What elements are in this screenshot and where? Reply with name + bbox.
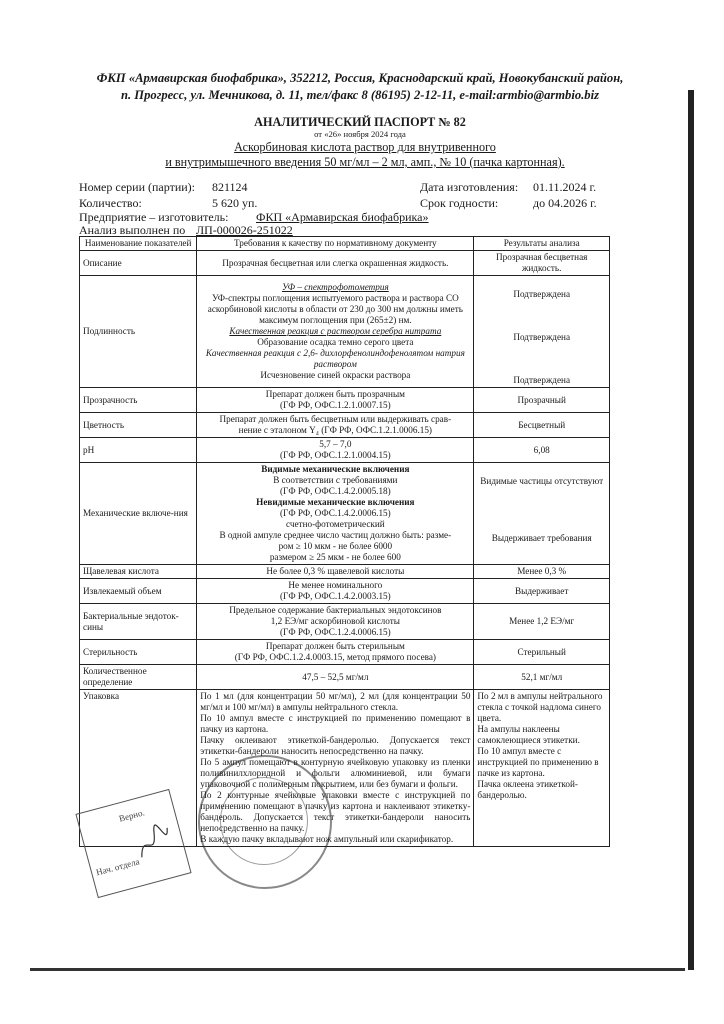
req-line: Препарат должен быть прозрачным — [265, 389, 405, 399]
table-row — [80, 640, 610, 665]
round-seal — [198, 755, 332, 889]
pack-paragraph: По 2 контурные ячейковые упаковки вместе с инструкцией по применению помещают в пачку из картона и наклеивают этикетку- бандероль. Допускается текст этикетки-бандероли наносить непосредственно на пачку. — [200, 790, 471, 833]
visible-ref: (ГФ РФ, ОФС.1.4.2.0005.18) — [279, 486, 391, 496]
result-visible: Видимые частицы отсутствуют — [480, 476, 604, 486]
table-row — [80, 565, 610, 579]
result-dcp: Подтверждена — [513, 375, 571, 385]
pack-result: По 10 ампул вместе с инструкцией по применению в пачке из картона. — [477, 746, 599, 778]
row-result: Прозрачная бесцветная жидкость. — [474, 251, 610, 276]
analysis-value: ЛП-000026-251022 — [196, 223, 293, 237]
pack-result: По 2 мл в ампулы нейтрального стекла с точкой надлома синего цвета. — [477, 691, 603, 723]
row-result: Прозрачный — [474, 388, 610, 413]
expiry-label: Срок годности: — [420, 196, 499, 210]
req-line: (ГФ РФ, ОФС.1.2.1.0004.15) — [279, 450, 391, 460]
row-name: Описание — [80, 251, 197, 276]
header-name: Наименование показателей — [80, 237, 197, 251]
req-line: 1,2 ЕЭ/мг аскорбиновой кислоты — [270, 616, 400, 626]
row-requirement — [197, 463, 474, 565]
product-line-2: и внутримышечного введения 50 мг/мл – 2 мл, амп., № 10 (пачка картонная). — [165, 155, 565, 169]
row-name: Щавелевая кислота — [80, 565, 197, 579]
row-requirement — [197, 438, 474, 463]
row-name: Количественное определение — [80, 665, 197, 690]
row-requirement — [197, 640, 474, 665]
uf-title: УФ – спектрофотометрия — [281, 282, 389, 292]
table-row — [80, 413, 610, 438]
analysis-label: Анализ выполнен по — [79, 223, 186, 237]
letterhead — [60, 70, 660, 104]
method: счетно-фотометрический — [285, 519, 385, 529]
row-result: Бесцветный — [474, 413, 610, 438]
row-requirement: Не более 0,3 % щавелевой кислоты — [197, 565, 474, 579]
row-name: Бактериальные эндоток-сины — [80, 604, 197, 640]
req-line: нение с эталоном Y₄ (ГФ РФ, ОФС.1.2.1.0006.15) — [238, 425, 432, 435]
quantity-label: Количество: — [79, 196, 142, 210]
uf-text: УФ-спектры поглощения испытуемого раствора и раствора СО аскорбиновой кислоты в области от 230 до 300 нм должны иметь максимум поглощения при (265±2) нм. — [207, 293, 463, 325]
table-header-row — [80, 237, 610, 251]
size-25: размером ≥ 25 мкм - не более 600 — [269, 552, 401, 562]
result-invisible: Выдерживает требования — [491, 533, 592, 543]
row-name: Механические включе-ния — [80, 463, 197, 565]
document-date: от «26» ноября 2024 года — [314, 129, 406, 139]
letterhead-line-2: п. Прогресс, ул. Мечникова, д. 11, тел/факс 8 (86195) 2-12-11, e-mail:armbio@armbio.biz — [121, 88, 599, 102]
table-row — [80, 251, 610, 276]
pack-paragraph: По 10 ампул вместе с инструкцией по применению помещают в пачку из картона. — [200, 713, 471, 734]
row-requirement — [197, 413, 474, 438]
row-name: Прозрачность — [80, 388, 197, 413]
req-line: (ГФ РФ, ОФС.1.4.2.0003.15) — [279, 591, 391, 601]
header-results: Результаты анализа — [474, 237, 610, 251]
stamp-line-1: Верно. — [117, 807, 146, 824]
quantity-value: 5 620 уп. — [212, 196, 258, 210]
row-result: Менее 1,2 ЕЭ/мг — [474, 604, 610, 640]
req-line: Препарат должен быть бесцветным или выдерживать срав- — [219, 414, 452, 424]
dcp-text: Исчезновение синей окраски раствора — [260, 370, 411, 380]
row-result — [474, 463, 610, 565]
req-line: Препарат должен быть стерильным — [265, 641, 405, 651]
req-line: Предельное содержание бактериальных эндотоксинов — [229, 605, 442, 615]
size-10: ром ≥ 10 мкм - не более 6000 — [278, 541, 393, 551]
table-row — [80, 388, 610, 413]
row-requirement — [197, 604, 474, 640]
row-result: Менее 0,3 % — [474, 565, 610, 579]
pack-result: Пачка оклеена этикеткой-бандеролью. — [477, 779, 578, 800]
manufactured-label: Дата изготовления: — [420, 180, 519, 194]
row-result: 52,1 мг/мл — [474, 665, 610, 690]
pack-paragraph: Пачку оклеивают этикеткой-бандеролью. Допускается текст этикетки-бандероли наносить непосредственно на пачку. — [200, 735, 471, 756]
maker-value: ФКП «Армавирская биофабрика» — [256, 210, 429, 224]
silver-text: Образование осадка темно серого цвета — [257, 337, 414, 347]
document-title: АНАЛИТИЧЕСКИЙ ПАСПОРТ № 82 — [254, 115, 466, 129]
batch-label: Номер серии (партии): — [79, 180, 196, 194]
result-uf: Подтверждена — [513, 289, 571, 299]
row-name: Подлинность — [80, 276, 197, 388]
specification-table — [79, 236, 610, 847]
table-row — [80, 604, 610, 640]
row-requirement — [197, 276, 474, 388]
batch-value: 821124 — [212, 180, 248, 194]
result-silver: Подтверждена — [513, 332, 571, 342]
table-row — [80, 665, 610, 690]
row-result — [474, 276, 610, 388]
dcp-title: Качественная реакция с 2,6- дихлорфенолиндофенолятом натрия раствором — [205, 348, 465, 369]
row-name: Цветность — [80, 413, 197, 438]
row-requirement: Прозрачная бесцветная или слегка окрашенная жидкость. — [197, 251, 474, 276]
req-line: (ГФ РФ, ОФС.1.2.4.0006.15) — [279, 627, 391, 637]
invisible-title: Невидимые механические включения — [256, 497, 415, 507]
pack-paragraph: По 1 мл (для концентрации 50 мг/мл), 2 мл (для концентрации 50 мг/мл и 100 мг/мл) в ампулы нейтрального стекла. — [200, 691, 471, 712]
row-result — [474, 690, 610, 847]
count-text: В одной ампуле среднее число частиц должно быть: разме- — [219, 530, 452, 540]
req-line: (ГФ РФ, ОФС.1.2.1.0007.15) — [279, 400, 391, 410]
pack-paragraph: По 5 ампул помещают в контурную ячейковую упаковку из пленки поливинилхлоридной и фольги алюминиевой, или бумаги упаковочной с полимерным покрытием, или без бумаги и фольги. — [200, 757, 471, 789]
row-result: Выдерживает — [474, 579, 610, 604]
req-line: Не менее номинального — [288, 580, 383, 590]
row-name: Упаковка — [80, 690, 197, 847]
manufactured-value: 01.11.2024 г. — [533, 180, 597, 194]
req-line: 5,7 – 7,0 — [319, 439, 352, 449]
stamp-line-2: Нач. отдела — [94, 856, 141, 878]
expiry-value: до 04.2026 г. — [533, 196, 597, 210]
row-name: Извлекаемый объем — [80, 579, 197, 604]
row-result: 6,08 — [474, 438, 610, 463]
silver-title: Качественная реакция с раствором серебра нитрата — [229, 326, 442, 336]
row-name: Стерильность — [80, 640, 197, 665]
table-row — [80, 438, 610, 463]
visible-text: В соответствии с требованиями — [273, 475, 398, 485]
row-name: pH — [80, 438, 197, 463]
row-requirement — [197, 579, 474, 604]
pack-result: На ампулы наклеены самоклеющиеся этикетки. — [477, 724, 580, 745]
product-line-1: Аскорбиновая кислота раствор для внутривенного — [234, 140, 496, 154]
row-requirement — [197, 388, 474, 413]
product-name — [80, 140, 650, 170]
letterhead-line-1: ФКП «Армавирская биофабрика», 352212, Россия, Краснодарский край, Новокубанский район, — [96, 71, 624, 85]
row-requirement: 47,5 – 52,5 мг/мл — [197, 665, 474, 690]
pack-paragraph: В каждую пачку вкладывают нож ампульный или скарификатор. — [200, 834, 454, 844]
visible-title: Видимые механические включения — [261, 464, 410, 474]
maker-label: Предприятие – изготовитель: — [79, 210, 229, 224]
table-row — [80, 276, 610, 388]
table-row — [80, 463, 610, 565]
row-result: Стерильный — [474, 640, 610, 665]
bottom-rule — [30, 968, 685, 971]
invisible-ref: (ГФ РФ, ОФС.1.4.2.0006.15) — [279, 508, 391, 518]
req-line: (ГФ РФ, ОФС.1.2.4.0003.15, метод прямого посева) — [234, 652, 436, 662]
header-requirements: Требования к качеству по нормативному документу — [197, 237, 474, 251]
scan-shadow-bar — [688, 90, 694, 970]
table-row — [80, 579, 610, 604]
